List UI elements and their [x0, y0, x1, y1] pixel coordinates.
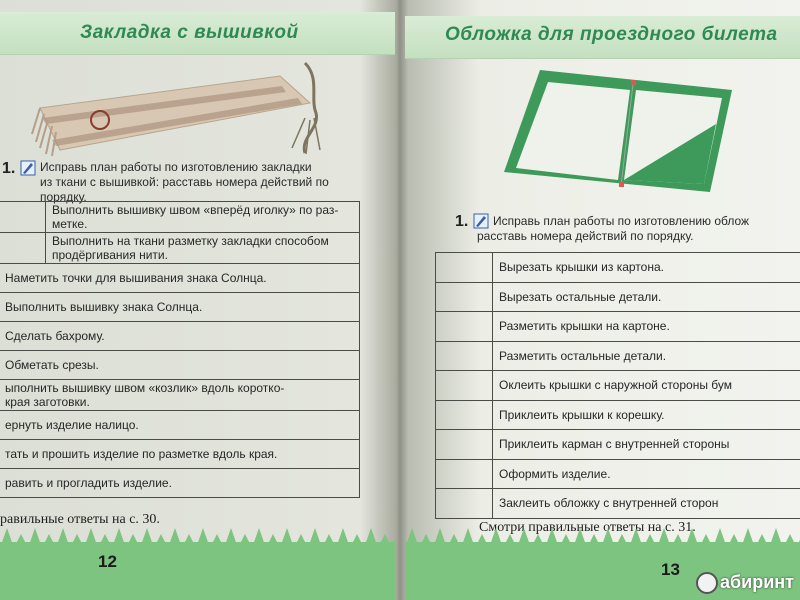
step-text-cell [0, 469, 360, 498]
step-text-cell: Разметить остальные детали. [493, 341, 800, 371]
step-text-line: края заготовки. [5, 395, 90, 409]
step-text-line: ернуть изделие налицо. [5, 418, 139, 432]
right-task-line-1: Исправь план работы по изготовлению облож [493, 214, 750, 228]
step-text-cell: Разметить крышки на картоне. [493, 312, 800, 342]
step-text-cell: Оклеить крышки с наружной стороны бум [493, 371, 800, 401]
table-row [436, 489, 800, 519]
step-text-cell: Приклеить карман с внутренней стороны [493, 430, 800, 460]
step-text-cell [0, 351, 360, 380]
step-text-cell [46, 233, 360, 264]
bookmark-illustration [20, 58, 350, 158]
left-page-number: 12 [98, 552, 117, 571]
left-task-line-2: из ткани с вышивкой: расставь номера действий по [40, 175, 329, 189]
grass-tufts [0, 526, 395, 548]
step-number-cell[interactable] [436, 371, 493, 401]
table-row [0, 380, 360, 411]
step-number-cell[interactable] [436, 341, 493, 371]
table-row [0, 293, 360, 322]
table-row [0, 264, 360, 293]
right-page [405, 0, 800, 600]
step-text-line: продёргивания нити. [52, 248, 168, 262]
table-row [436, 371, 800, 401]
right-page-title: Обложка для проездного билета [445, 24, 778, 45]
left-task-line-1: Исправь план работы по изготовлению закладки [40, 160, 312, 174]
watermark-text: абиринт [720, 571, 794, 592]
right-task-text [477, 214, 798, 244]
step-text-cell [0, 440, 360, 469]
step-text-line: Наметить точки для вышивания знака Солнца. [5, 271, 267, 285]
pencil-icon-right [473, 213, 489, 229]
grass-tufts [405, 526, 800, 548]
step-text-line: Выполнить вышивку швом «вперёд иголку» по раз- [52, 203, 339, 217]
labirint-watermark [696, 572, 794, 594]
bookmark-cord [304, 63, 316, 153]
step-number-cell[interactable] [436, 312, 493, 342]
step-text-cell: Вырезать остальные детали. [493, 282, 800, 312]
step-text-cell [0, 380, 360, 411]
step-text-cell [46, 202, 360, 233]
step-text-line: ыполнить вышивку швом «козлик» вдоль коротко- [5, 381, 285, 395]
step-text-line: метке. [52, 217, 88, 231]
table-row [0, 469, 360, 498]
table-row [0, 351, 360, 380]
table-row [0, 322, 360, 351]
table-row [436, 312, 800, 342]
table-row [436, 459, 800, 489]
step-text-line: Обметать срезы. [5, 358, 99, 372]
right-steps-table [435, 252, 800, 519]
step-text-line: Сделать бахрому. [5, 329, 105, 343]
left-task-number: 1. [2, 160, 16, 177]
right-task-line-2: расставь номера действий по порядку. [477, 229, 694, 243]
table-row [436, 282, 800, 312]
left-grass-footer [0, 542, 395, 600]
step-text-cell [0, 322, 360, 351]
left-page-title: Закладка с вышивкой [80, 22, 299, 43]
step-text-cell: Приклеить крышки к корешку. [493, 400, 800, 430]
step-text-cell [0, 293, 360, 322]
step-text-line: равить и прогладить изделие. [5, 476, 172, 490]
table-row [0, 233, 360, 264]
right-task-number: 1. [455, 213, 469, 230]
step-number-cell[interactable] [436, 253, 493, 283]
step-text-cell [0, 411, 360, 440]
table-row [436, 430, 800, 460]
right-answer-text: Смотри правильные ответы на с. 31. [479, 520, 696, 535]
step-text-line: тать и прошить изделие по разметке вдоль края. [5, 447, 278, 461]
table-row [0, 440, 360, 469]
step-number-cell[interactable] [0, 233, 46, 264]
table-row [0, 202, 360, 233]
step-text-cell: Заклеить обложку с внутренней сторон [493, 489, 800, 519]
step-text-line: Выполнить вышивку знака Солнца. [5, 300, 203, 314]
step-text-cell [0, 264, 360, 293]
step-text-cell: Оформить изделие. [493, 459, 800, 489]
left-task-text [40, 160, 390, 205]
step-number-cell[interactable] [436, 282, 493, 312]
step-number-cell[interactable] [436, 459, 493, 489]
step-number-cell[interactable] [436, 489, 493, 519]
step-number-cell[interactable] [0, 202, 46, 233]
left-answer-text: равильные ответы на с. 30. [0, 512, 160, 527]
left-task-line-3: порядку. [40, 190, 87, 204]
step-number-cell[interactable] [436, 400, 493, 430]
step-text-cell: Вырезать крышки из картона. [493, 253, 800, 283]
table-row [436, 400, 800, 430]
right-page-number: 13 [661, 560, 680, 579]
spine-mark-top [631, 80, 636, 85]
step-number-cell[interactable] [436, 430, 493, 460]
table-row [436, 341, 800, 371]
left-page [0, 0, 395, 600]
table-row [0, 411, 360, 440]
left-steps-table [0, 201, 360, 498]
spine-mark-bottom [619, 182, 624, 187]
labirint-logo-icon [696, 572, 718, 594]
table-row [436, 253, 800, 283]
pencil-icon [20, 160, 36, 176]
ticket-cover-illustration [500, 68, 740, 208]
step-text-line: Выполнить на ткани разметку закладки способом [52, 234, 329, 248]
